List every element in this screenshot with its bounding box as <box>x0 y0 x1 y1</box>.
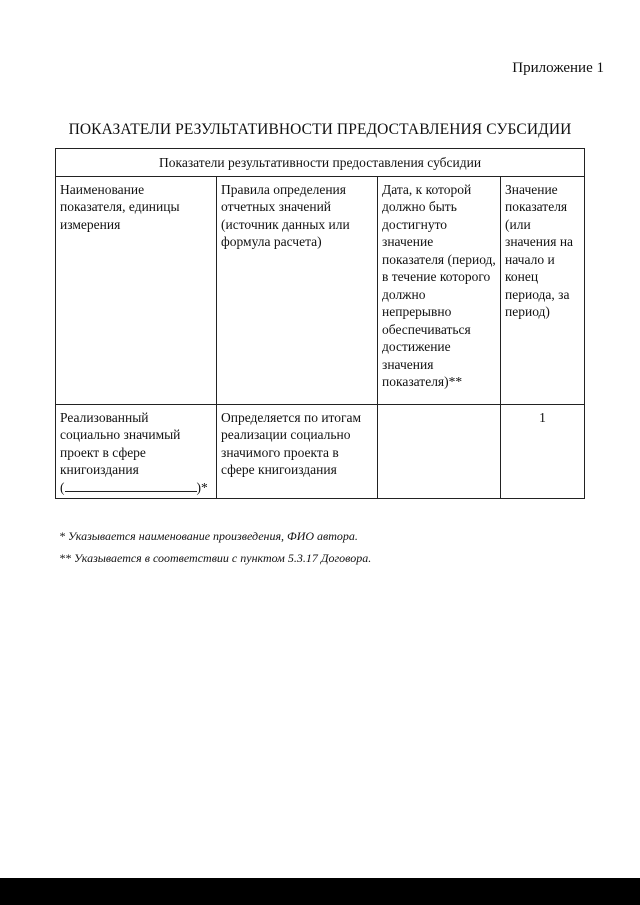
indicator-blank-open: ( <box>60 479 65 495</box>
table-header: Показатели результативности предоставления субсидии <box>56 149 585 177</box>
scan-border <box>0 878 640 905</box>
column-header-rules: Правила определения отчетных значений (источник данных или формула расчета) <box>217 176 378 404</box>
indicator-cell <box>56 404 217 499</box>
column-header-indicator: Наименование показателя, единицы измерения <box>56 176 217 404</box>
column-headers-row <box>56 176 585 404</box>
footnote-2: ** Указывается в соответствии с пунктом 5.3.17 Договора. <box>59 551 372 565</box>
document-title: ПОКАЗАТЕЛИ РЕЗУЛЬТАТИВНОСТИ ПРЕДОСТАВЛЕНИЯ СУБСИДИИ <box>68 121 572 138</box>
indicators-table <box>55 148 585 499</box>
appendix-label: Приложение 1 <box>512 60 604 76</box>
indicator-name: Реализованный социально значимый проект в сфере книгоиздания <box>60 409 181 477</box>
indicator-blank-close: )* <box>196 479 208 495</box>
column-header-date: Дата, к которой должно быть достигнуто значение показателя (период, в течение которого должно непрерывно обеспечиваться достижение значения показателя)** <box>378 176 501 404</box>
rule-cell: Определяется по итогам реализации социально значимого проекта в сфере книгоиздания <box>217 404 378 499</box>
value-cell: 1 <box>501 404 585 499</box>
date-cell <box>378 404 501 499</box>
footnote-1: * Указывается наименование произведения, ФИО автора. <box>59 529 358 543</box>
blank-line <box>65 479 197 492</box>
table-row <box>56 404 585 499</box>
column-header-value: Значение показателя (или значения на начало и конец периода, за период) <box>501 176 585 404</box>
